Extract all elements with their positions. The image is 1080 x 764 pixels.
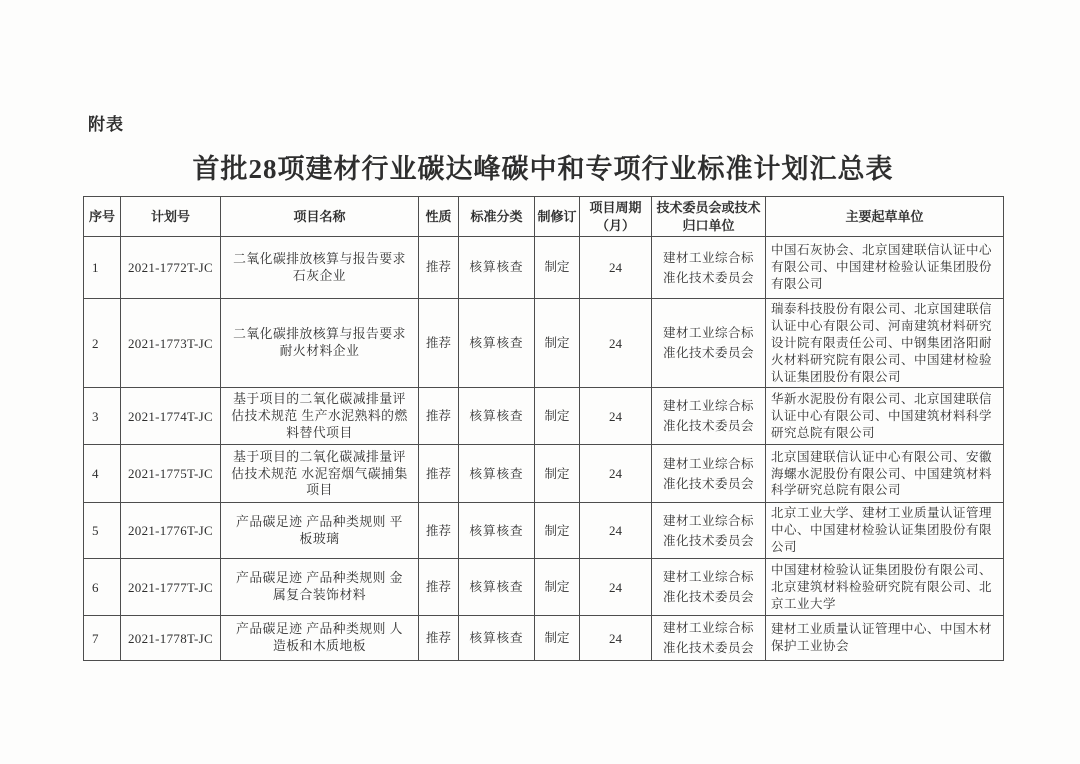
table-row — [84, 445, 1004, 503]
cell-category: 核算核查 — [459, 503, 535, 559]
cell-drafters: 建材工业质量认证管理中心、中国木材保护工业协会 — [766, 616, 1004, 661]
table-header-row — [84, 197, 1004, 237]
cell-project-name: 二氧化碳排放核算与报告要求 耐火材料企业 — [221, 299, 419, 388]
cell-seq: 2 — [84, 299, 121, 388]
cell-drafters: 中国石灰协会、北京国建联信认证中心有限公司、中国建材检验认证集团股份有限公司 — [766, 237, 1004, 299]
cell-revision: 制定 — [535, 616, 580, 661]
cell-plan-no: 2021-1775T-JC — [121, 445, 221, 503]
cell-category: 核算核查 — [459, 445, 535, 503]
header-nature: 性质 — [419, 197, 459, 237]
cell-period: 24 — [580, 616, 652, 661]
table-row — [84, 616, 1004, 661]
table-row — [84, 503, 1004, 559]
cell-drafters: 北京工业大学、建材工业质量认证管理中心、中国建材检验认证集团股份有限公司 — [766, 503, 1004, 559]
cell-committee: 建材工业综合标准化技术委员会 — [652, 616, 766, 661]
cell-seq: 7 — [84, 616, 121, 661]
cell-drafters: 中国建材检验认证集团股份有限公司、北京建筑材料检验研究院有限公司、北京工业大学 — [766, 559, 1004, 616]
cell-seq: 6 — [84, 559, 121, 616]
cell-plan-no: 2021-1777T-JC — [121, 559, 221, 616]
page-title: 首批28项建材行业碳达峰碳中和专项行业标准计划汇总表 — [192, 154, 894, 184]
cell-nature: 推荐 — [419, 616, 459, 661]
cell-category: 核算核查 — [459, 616, 535, 661]
cell-project-name: 产品碳足迹 产品种类规则 平板玻璃 — [221, 503, 419, 559]
header-category: 标准分类 — [459, 197, 535, 237]
header-drafters: 主要起草单位 — [766, 197, 1004, 237]
cell-committee: 建材工业综合标准化技术委员会 — [652, 559, 766, 616]
table-row — [84, 388, 1004, 445]
cell-revision: 制定 — [535, 388, 580, 445]
cell-seq: 5 — [84, 503, 121, 559]
cell-plan-no: 2021-1774T-JC — [121, 388, 221, 445]
cell-period: 24 — [580, 559, 652, 616]
cell-drafters: 瑞泰科技股份有限公司、北京国建联信认证中心有限公司、河南建筑材料研究设计院有限责任公司、中钢集团洛阳耐火材料研究院有限公司、中国建材检验认证集团股份有限公司 — [766, 299, 1004, 388]
cell-nature: 推荐 — [419, 559, 459, 616]
cell-plan-no: 2021-1773T-JC — [121, 299, 221, 388]
cell-committee: 建材工业综合标准化技术委员会 — [652, 503, 766, 559]
cell-plan-no: 2021-1778T-JC — [121, 616, 221, 661]
header-seq: 序号 — [84, 197, 121, 237]
cell-revision: 制定 — [535, 559, 580, 616]
cell-category: 核算核查 — [459, 388, 535, 445]
cell-seq: 3 — [84, 388, 121, 445]
cell-nature: 推荐 — [419, 299, 459, 388]
cell-nature: 推荐 — [419, 445, 459, 503]
cell-revision: 制定 — [535, 237, 580, 299]
cell-seq: 1 — [84, 237, 121, 299]
header-committee: 技术委员会或技术归口单位 — [652, 197, 766, 237]
cell-revision: 制定 — [535, 503, 580, 559]
cell-committee: 建材工业综合标准化技术委员会 — [652, 445, 766, 503]
header-plan-no: 计划号 — [121, 197, 221, 237]
cell-seq: 4 — [84, 445, 121, 503]
cell-committee: 建材工业综合标准化技术委员会 — [652, 299, 766, 388]
cell-period: 24 — [580, 388, 652, 445]
cell-committee: 建材工业综合标准化技术委员会 — [652, 388, 766, 445]
cell-category: 核算核查 — [459, 559, 535, 616]
standards-plan-table — [83, 196, 1004, 661]
cell-drafters: 北京国建联信认证中心有限公司、安徽海螺水泥股份有限公司、中国建筑材料科学研究总院有限公司 — [766, 445, 1004, 503]
cell-project-name: 二氧化碳排放核算与报告要求 石灰企业 — [221, 237, 419, 299]
cell-revision: 制定 — [535, 299, 580, 388]
cell-plan-no: 2021-1772T-JC — [121, 237, 221, 299]
cell-revision: 制定 — [535, 445, 580, 503]
table-row — [84, 299, 1004, 388]
header-revision: 制修订 — [535, 197, 580, 237]
cell-period: 24 — [580, 445, 652, 503]
cell-category: 核算核查 — [459, 299, 535, 388]
header-project-name: 项目名称 — [221, 197, 419, 237]
cell-project-name: 基于项目的二氧化碳减排量评估技术规范 生产水泥熟料的燃料替代项目 — [221, 388, 419, 445]
cell-nature: 推荐 — [419, 388, 459, 445]
cell-nature: 推荐 — [419, 237, 459, 299]
table-row — [84, 559, 1004, 616]
cell-project-name: 产品碳足迹 产品种类规则 人造板和木质地板 — [221, 616, 419, 661]
table-row — [84, 237, 1004, 299]
cell-category: 核算核查 — [459, 237, 535, 299]
cell-plan-no: 2021-1776T-JC — [121, 503, 221, 559]
cell-nature: 推荐 — [419, 503, 459, 559]
cell-project-name: 产品碳足迹 产品种类规则 金属复合装饰材料 — [221, 559, 419, 616]
cell-project-name: 基于项目的二氧化碳减排量评估技术规范 水泥窑烟气碳捕集项目 — [221, 445, 419, 503]
cell-period: 24 — [580, 503, 652, 559]
annex-label: 附表 — [88, 115, 124, 134]
cell-period: 24 — [580, 237, 652, 299]
cell-committee: 建材工业综合标准化技术委员会 — [652, 237, 766, 299]
header-period: 项目周期（月） — [580, 197, 652, 237]
cell-period: 24 — [580, 299, 652, 388]
cell-drafters: 华新水泥股份有限公司、北京国建联信认证中心有限公司、中国建筑材料科学研究总院有限公司 — [766, 388, 1004, 445]
